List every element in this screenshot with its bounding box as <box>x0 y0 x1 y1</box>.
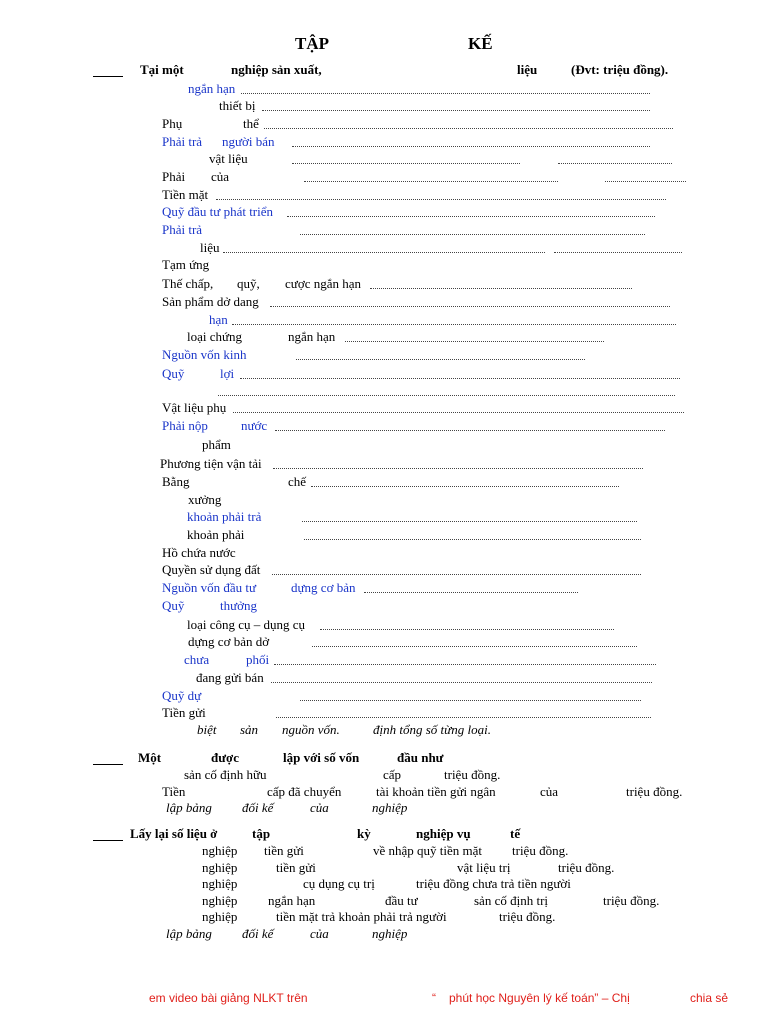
item-02-label: thiết bị <box>219 98 256 113</box>
transaction-2-part-3: vật liệu trị <box>457 860 511 875</box>
item-28-label: Quyền sử dụng đất <box>162 562 261 577</box>
dot-leader <box>287 215 655 217</box>
section-3-heading-2: tập <box>252 826 271 841</box>
transaction-4-part-5: triệu đồng. <box>603 893 660 908</box>
section-2-heading-3: lập với số vốn <box>283 750 360 765</box>
dot-leader <box>312 645 637 647</box>
transaction-3-part-2: cụ dụng cụ trị <box>303 876 375 891</box>
item-32-label: dựng cơ bản dở <box>188 634 270 649</box>
item-30-label-2: thưởng <box>220 598 258 613</box>
section-2-instruction-3: của <box>310 800 329 815</box>
section-2-heading-4: đầu như <box>397 750 444 765</box>
section-3-instruction-3: của <box>310 926 329 941</box>
section-1-heading-3: liệu <box>517 62 538 77</box>
section-2-instruction-4: nghiệp <box>372 800 408 815</box>
item-31-label: loại công cụ – dụng cụ <box>187 617 306 632</box>
footer-text-2: phút học Nguyên lý kế toán” – Chị <box>449 991 630 1005</box>
title-part-2: KẾ <box>468 34 493 53</box>
dot-leader <box>300 233 645 235</box>
section-3-instruction-1: lập bảng <box>166 926 212 941</box>
item-21-label: phẩm <box>202 437 231 452</box>
section-1-unit-note: (Đvt: triệu đồng). <box>571 62 669 77</box>
item-33-label-1: chưa <box>184 652 210 667</box>
dot-leader <box>296 358 585 360</box>
transaction-3-part-1: nghiệp <box>202 876 238 891</box>
footer-text-3: chia sẻ <box>690 991 729 1005</box>
item-06-label-1: Phải <box>162 169 186 184</box>
section-1-blank-underline <box>93 63 123 77</box>
dot-leader <box>304 538 641 540</box>
item-12-label-1: Thế chấp, <box>162 276 214 291</box>
dot-leader <box>364 591 578 593</box>
section-2-line-2-part-2: cấp đã chuyển <box>267 784 342 799</box>
item-01-label: ngắn hạn <box>188 81 236 96</box>
dot-leader <box>275 429 665 431</box>
dot-leader <box>241 92 650 94</box>
section-3-instruction-4: nghiệp <box>372 926 408 941</box>
item-05-label: vật liệu <box>209 151 248 166</box>
dot-leader <box>302 520 637 522</box>
item-19-label: Vật liệu phụ <box>162 400 227 415</box>
section-2-line-2-part-3: tài khoản tiền gửi ngân <box>376 784 496 799</box>
item-11-label: Tạm ứng <box>162 257 210 272</box>
section-1-heading-2: nghiệp sản xuất, <box>231 62 322 77</box>
item-14-label: hạn <box>209 312 228 327</box>
item-13-label: Sản phẩm dở dang <box>162 294 259 309</box>
section-2-instruction-1: lập bảng <box>166 800 212 815</box>
section-3-instruction-2: đối kế <box>242 926 274 941</box>
dot-leader <box>262 109 650 111</box>
dot-leader <box>216 198 666 200</box>
dot-leader <box>276 716 651 718</box>
transaction-1-part-3: về nhập quỹ tiền mặt <box>373 843 483 858</box>
item-09-label: Phải trả <box>162 222 203 237</box>
section-1-instruction-3: nguồn vốn. <box>282 722 340 737</box>
footer-text-1: em video bài giảng NLKT trên <box>149 991 308 1005</box>
section-1-instruction-2: sản <box>240 722 259 737</box>
dot-leader <box>264 127 673 129</box>
item-33-label-2: phối <box>246 652 270 667</box>
section-2-blank-underline <box>93 751 123 765</box>
item-22-label: Phương tiện vận tải <box>160 456 262 471</box>
item-20-label-1: Phải nộp <box>162 418 208 433</box>
item-34-label: đang gửi bán <box>196 670 264 685</box>
section-1-instruction-4: định tổng số từng loại. <box>373 722 491 737</box>
item-29-label-1: Nguồn vốn đầu tư <box>162 580 257 595</box>
item-08-label: Quỹ đầu tư phát triển <box>162 204 274 219</box>
item-12-label-3: cược ngắn hạn <box>285 276 362 291</box>
item-07-label: Tiền mặt <box>162 187 209 202</box>
transaction-4-part-4: sản cố định trị <box>474 893 549 908</box>
dot-leader <box>273 467 643 469</box>
transaction-1-part-2: tiền gửi <box>264 843 304 858</box>
section-2-line-1-part-1: sản cố định hữu <box>184 767 267 782</box>
section-3-heading-4: nghiệp vụ <box>416 826 471 841</box>
item-04-label-1: Phải trả <box>162 134 203 149</box>
section-3-heading-5: tế <box>510 826 521 841</box>
dot-leader <box>271 681 652 683</box>
dot-leader <box>218 394 675 396</box>
dot-leader <box>311 485 619 487</box>
dot-leader <box>558 162 672 164</box>
item-17-label-2: lợi <box>220 366 235 381</box>
item-17-label-1: Quỹ <box>162 366 185 381</box>
item-04-label-2: người bán <box>222 134 275 149</box>
section-1-heading-1: Tại một <box>140 62 184 77</box>
dot-leader <box>240 377 680 379</box>
transaction-3-part-3: triệu đồng chưa trả tiền người <box>416 876 571 891</box>
item-35-label: Quỹ dự <box>162 688 202 703</box>
item-16-label: Nguồn vốn kinh <box>162 347 247 362</box>
section-2-line-1-part-3: triệu đồng. <box>444 767 501 782</box>
section-1-instruction-1: biệt <box>197 722 217 737</box>
dot-leader <box>300 699 641 701</box>
section-3-heading-1: Lấy lại số liệu ở <box>130 826 218 841</box>
item-23-label-2: chế <box>288 474 307 489</box>
dot-leader <box>233 411 684 413</box>
item-10-label: liệu <box>200 240 220 255</box>
item-12-label-2: quỹ, <box>237 276 260 291</box>
section-3-blank-underline <box>93 827 123 841</box>
dot-leader <box>345 340 604 342</box>
section-2-line-2-part-5: triệu đồng. <box>626 784 683 799</box>
transaction-5-part-3: triệu đồng. <box>499 909 556 924</box>
item-27-label: Hồ chứa nước <box>162 545 236 560</box>
section-2-heading-2: được <box>211 750 239 765</box>
transaction-2-part-4: triệu đồng. <box>558 860 615 875</box>
item-03-label-1: Phụ <box>162 116 183 131</box>
dot-leader <box>232 323 676 325</box>
transaction-4-part-2: ngắn hạn <box>268 893 316 908</box>
item-29-label-2: dựng cơ bản <box>291 580 356 595</box>
item-15-label-1: loại chứng <box>187 329 243 344</box>
item-25-label: khoản phải trả <box>187 509 262 524</box>
dot-leader <box>292 162 520 164</box>
section-2-instruction-2: đối kế <box>242 800 274 815</box>
transaction-4-part-3: đầu tư <box>385 893 418 908</box>
item-26-label: khoản phải <box>187 527 245 542</box>
item-30-label-1: Quỹ <box>162 598 185 613</box>
transaction-2-part-1: nghiệp <box>202 860 238 875</box>
transaction-1-part-1: nghiệp <box>202 843 238 858</box>
item-03-label-2: thể <box>243 116 259 131</box>
title-part-1: TẬP <box>295 34 329 53</box>
item-06-label-2: của <box>211 169 230 184</box>
footer-open-quote: “ <box>432 991 436 1005</box>
dot-leader <box>274 663 656 665</box>
item-23-label-1: Bằng <box>162 474 190 489</box>
section-2-line-2-part-4: của <box>540 784 559 799</box>
dot-leader <box>223 251 545 253</box>
dot-leader <box>272 573 641 575</box>
section-3-heading-3: kỳ <box>357 826 371 841</box>
item-15-label-2: ngắn hạn <box>288 329 336 344</box>
dot-leader <box>304 180 558 182</box>
transaction-1-part-4: triệu đồng. <box>512 843 569 858</box>
transaction-5-part-2: tiền mặt trả khoản phải trả người <box>276 909 447 924</box>
section-2-line-2-part-1: Tiền <box>162 784 186 799</box>
dot-leader <box>292 145 650 147</box>
transaction-2-part-2: tiền gửi <box>276 860 316 875</box>
dot-leader <box>370 287 632 289</box>
section-2-heading-1: Một <box>138 750 162 765</box>
dot-leader <box>270 305 670 307</box>
item-36-label: Tiền gửi <box>162 705 206 720</box>
transaction-4-part-1: nghiệp <box>202 893 238 908</box>
dot-leader <box>605 180 686 182</box>
item-24-label: xưởng <box>188 492 222 507</box>
section-2-line-1-part-2: cấp <box>383 767 402 782</box>
transaction-5-part-1: nghiệp <box>202 909 238 924</box>
dot-leader <box>320 628 614 630</box>
dot-leader <box>554 251 682 253</box>
item-20-label-2: nước <box>241 418 268 433</box>
